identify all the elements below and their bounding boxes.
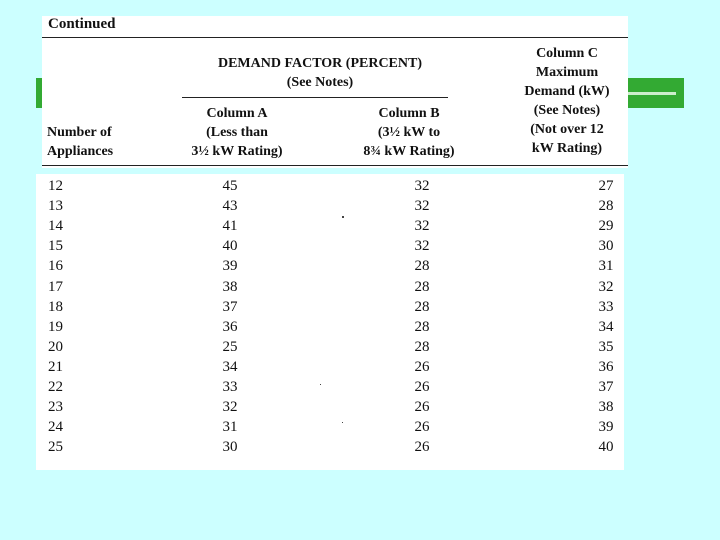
column-c-cell: 38 — [598, 399, 614, 416]
table-row — [36, 437, 624, 457]
demand-factor-rule — [182, 97, 448, 98]
column-b-cell: 28 — [414, 278, 430, 295]
column-c-cell: 32 — [598, 278, 614, 295]
appliance-count-cell: 19 — [48, 318, 63, 335]
column-b-cell: 26 — [414, 379, 430, 395]
column-a-cell: 34 — [222, 358, 238, 375]
demand-factor-note: (See Notes) — [286, 75, 354, 90]
appliance-count-cell: 21 — [48, 358, 63, 375]
column-b-cell: 28 — [414, 298, 430, 315]
col-b-header-line: (3½ kW to — [377, 125, 441, 140]
col-c-header-line: (See Notes) — [533, 103, 601, 118]
column-a-cell: 41 — [222, 218, 238, 235]
column-a-cell: 31 — [222, 419, 238, 436]
column-b-cell: 28 — [414, 338, 430, 355]
column-b-cell: 28 — [414, 258, 430, 275]
column-a-cell: 39 — [222, 258, 238, 275]
column-a-cell: 36 — [222, 318, 238, 335]
table-row — [36, 357, 624, 377]
appliance-count-cell: 25 — [48, 439, 63, 456]
number-of-appliances-header — [47, 123, 113, 161]
column-a-cell: 40 — [222, 238, 238, 255]
column-b-cell: 32 — [414, 218, 430, 235]
column-b-cell: 28 — [414, 318, 430, 335]
col-a-header — [172, 104, 302, 161]
appliance-count-cell: 20 — [48, 338, 63, 355]
appliance-count-cell: 12 — [48, 178, 63, 194]
table-header-panel — [42, 16, 628, 168]
demand-factor-heading — [212, 54, 428, 92]
column-c-cell: 34 — [598, 318, 614, 335]
col-c-header — [512, 44, 622, 158]
scan-speck — [320, 384, 321, 385]
col-b-header-line: 8¾ kW Rating) — [363, 144, 455, 159]
column-c-cell: 27 — [598, 178, 614, 194]
column-c-cell: 37 — [598, 379, 614, 395]
scan-speck — [342, 216, 344, 218]
column-c-cell: 29 — [598, 218, 614, 235]
table-row — [36, 397, 624, 417]
table-row — [36, 377, 624, 397]
col-a-header-line: (Less than — [206, 125, 268, 140]
appliance-count-cell: 15 — [48, 238, 63, 255]
appliance-count-cell: 17 — [48, 278, 63, 295]
column-b-cell: 26 — [414, 399, 430, 416]
table-row — [36, 417, 624, 437]
column-a-cell: 32 — [222, 399, 238, 416]
column-b-cell: 26 — [414, 439, 430, 456]
table-row — [36, 337, 624, 357]
appliance-count-cell: 16 — [48, 258, 63, 275]
table-body-panel — [36, 174, 624, 470]
table-row — [36, 236, 624, 256]
table-row — [36, 317, 624, 337]
column-b-cell: 26 — [414, 419, 430, 436]
header-top-rule — [42, 37, 628, 38]
appliance-count-cell: 13 — [48, 198, 63, 215]
appliance-count-cell: 23 — [48, 399, 63, 416]
column-b-cell: 32 — [414, 198, 430, 215]
column-c-cell: 30 — [598, 238, 614, 255]
col-c-header-line: Column C — [536, 46, 598, 61]
col-b-header-line: Column B — [378, 106, 440, 121]
table-row — [36, 196, 624, 216]
column-b-cell: 32 — [414, 238, 430, 255]
appliance-count-cell: 18 — [48, 298, 63, 315]
col-c-header-line: Demand (kW) — [524, 84, 610, 99]
column-c-cell: 31 — [598, 258, 614, 275]
column-a-cell: 43 — [222, 198, 238, 215]
column-c-cell: 36 — [598, 358, 614, 375]
table-row — [36, 216, 624, 236]
scan-speck — [342, 422, 343, 423]
appliance-count-cell: 24 — [48, 419, 63, 436]
table-row — [36, 297, 624, 317]
accent-stripe — [628, 92, 676, 95]
col-num-header-line: Number of — [47, 125, 112, 140]
col-c-header-line: (Not over 12 — [530, 122, 604, 137]
column-c-cell: 35 — [598, 338, 614, 355]
table-rows — [36, 174, 624, 470]
column-c-cell: 33 — [598, 298, 614, 315]
appliance-count-cell: 22 — [48, 379, 63, 395]
appliance-count-cell: 14 — [48, 218, 63, 235]
header-bottom-rule — [42, 165, 628, 166]
column-a-cell: 25 — [222, 338, 238, 355]
column-b-cell: 26 — [414, 358, 430, 375]
col-c-header-line: kW Rating) — [531, 141, 603, 156]
column-c-cell: 40 — [598, 439, 614, 456]
column-c-cell: 28 — [598, 198, 614, 215]
column-a-cell: 38 — [222, 278, 238, 295]
table-row — [36, 176, 624, 196]
col-a-header-line: Column A — [206, 106, 268, 121]
column-b-cell: 32 — [414, 178, 430, 194]
continued-label: Continued — [48, 16, 116, 32]
col-num-header-line: Appliances — [47, 144, 114, 159]
table-row — [36, 277, 624, 297]
column-a-cell: 30 — [222, 439, 238, 456]
column-a-cell: 45 — [222, 178, 238, 194]
col-b-header — [344, 104, 474, 161]
column-a-cell: 33 — [222, 379, 238, 395]
col-a-header-line: 3½ kW Rating) — [191, 144, 283, 159]
demand-factor-title: DEMAND FACTOR (PERCENT) — [217, 56, 423, 71]
table-row — [36, 256, 624, 276]
column-a-cell: 37 — [222, 298, 238, 315]
col-c-header-line: Maximum — [535, 65, 599, 80]
column-c-cell: 39 — [598, 419, 614, 436]
